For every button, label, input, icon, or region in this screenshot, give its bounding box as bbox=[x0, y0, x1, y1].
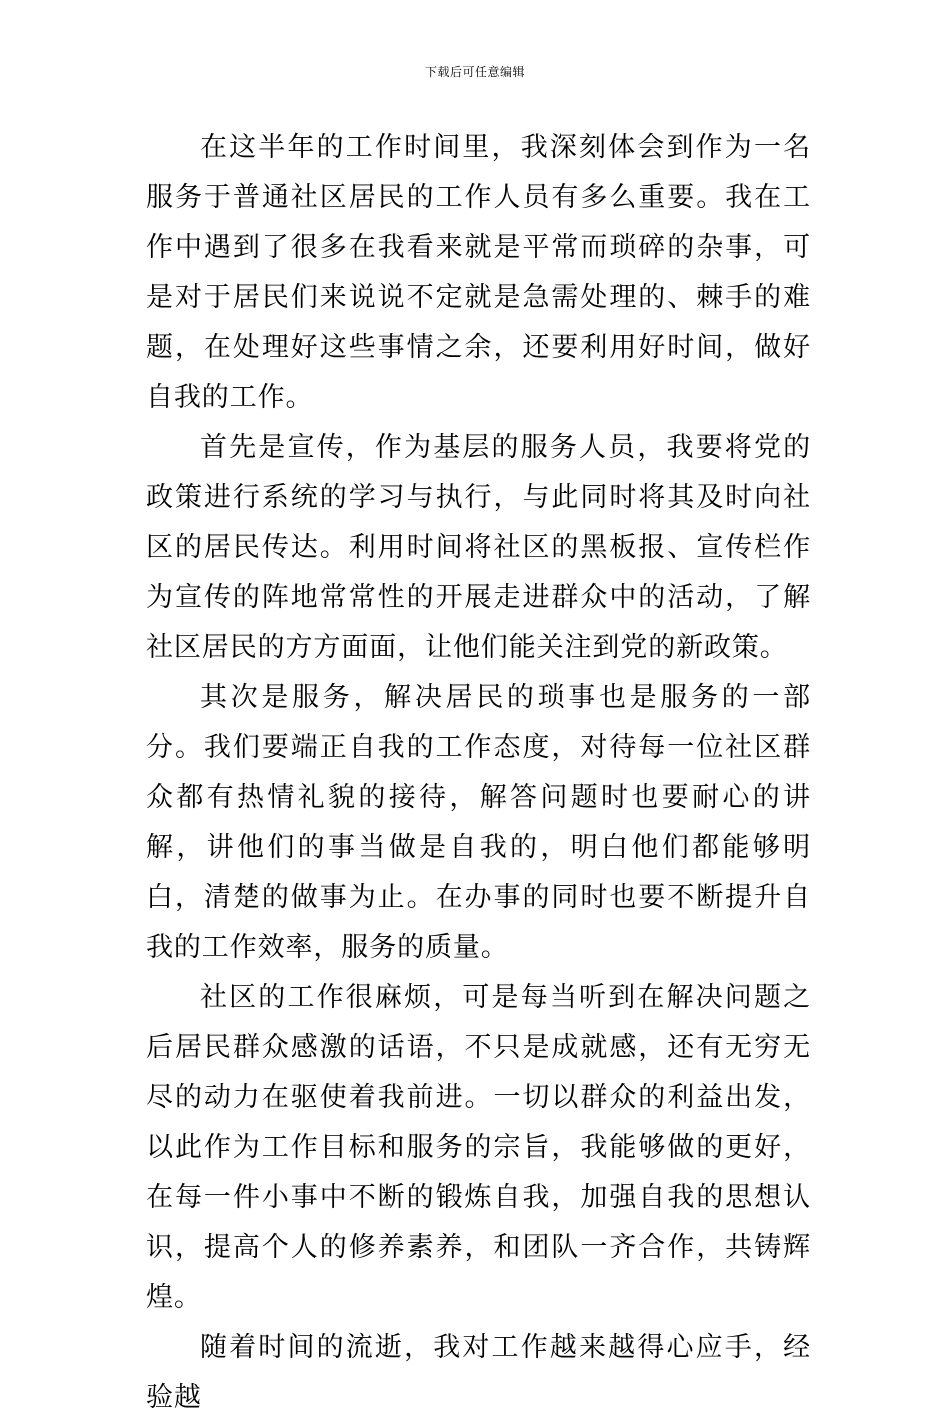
header-note: 下载后可任意编辑 bbox=[424, 65, 525, 79]
paragraph-3: 其次是服务，解决居民的琐事也是服务的一部分。我们要端正自我的工作态度，对待每一位社区群众都有热情礼貌的接待，解答问题时也要耐心的讲解，讲他们的事当做是自我的，明白他们都能够明白，清楚的做事为止。在办事的同时也要不断提升自我的工作效率，服务的质量。 bbox=[146, 682, 811, 963]
paragraph-5: 随着时间的流逝，我对工作越来越得心应手，经验越 bbox=[146, 1332, 811, 1413]
paragraph-1: 在这半年的工作时间里，我深刻体会到作为一名服务于普通社区居民的工作人员有多么重要。我在工作中遇到了很多在我看来就是平常而琐碎的杂事，可是对于居民们来说说不定就是急需处理的、棘手的难题，在处理好这些事情之余，还要利用好时间，做好自我的工作。 bbox=[146, 132, 811, 413]
paragraph-2: 首先是宣传，作为基层的服务人员，我要将党的政策进行系统的学习与执行，与此同时将其及时向社区的居民传达。利用时间将社区的黑板报、宣传栏作为宣传的阵地常常性的开展走进群众中的活动，了解社区居民的方方面面，让他们能关注到党的新政策。 bbox=[146, 432, 811, 663]
paragraph-4: 社区的工作很麻烦，可是每当听到在解决问题之后居民群众感激的话语，不只是成就感，还有无穷无尽的动力在驱使着我前进。一切以群众的利益出发，以此作为工作目标和服务的宗旨，我能够做的更好，在每一件小事中不断的锻炼自我，加强自我的思想认识，提高个人的修养素养，和团队一齐合作，共铸辉煌。 bbox=[146, 982, 811, 1313]
document-body bbox=[146, 123, 811, 1423]
